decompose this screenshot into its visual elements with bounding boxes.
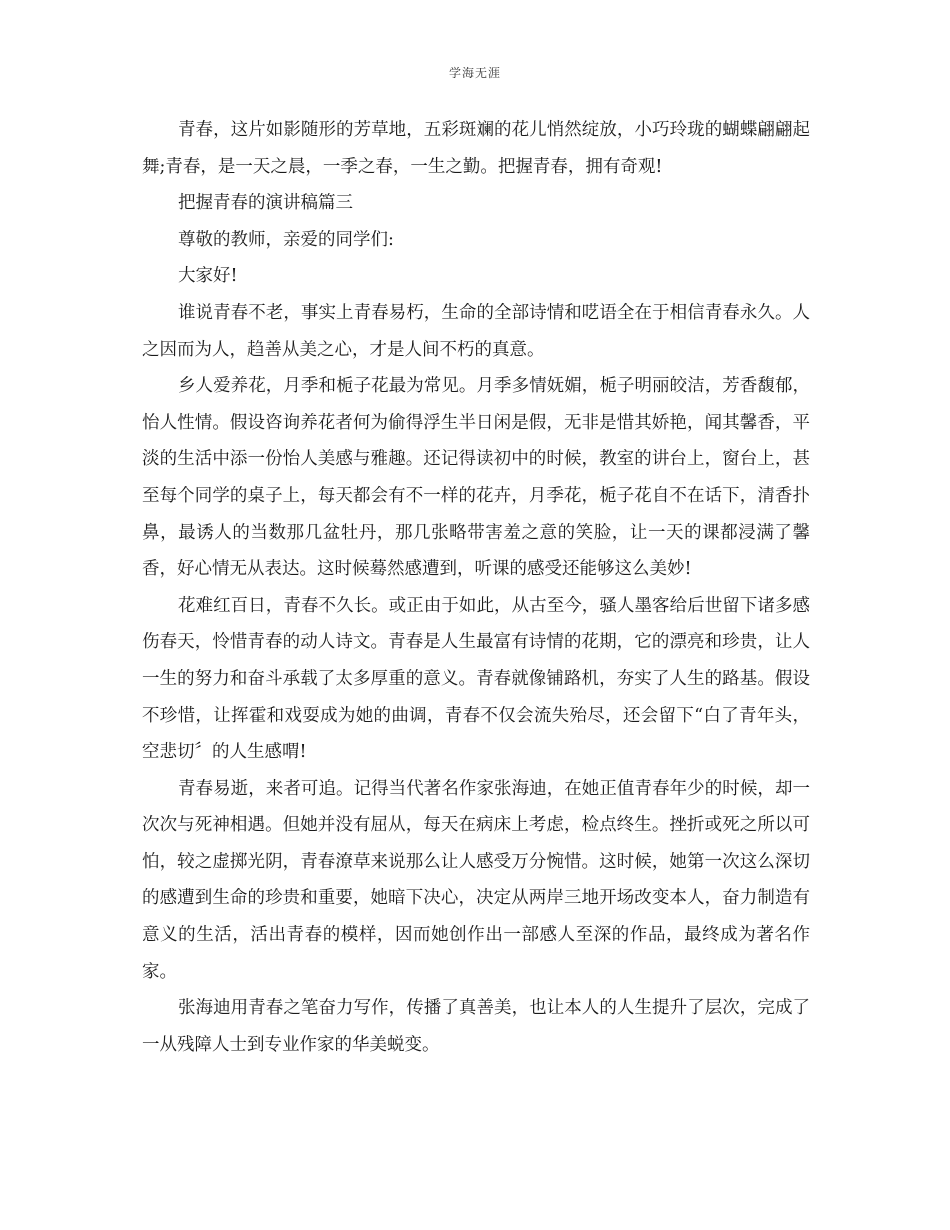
paragraph: 花难红百日，青春不久长。或正由于如此，从古至今，骚人墨客给后世留下诸多感伤春天，怜惜青春的动人诗文。青春是人生最富有诗情的花期，它的漂亮和珍贵，让人一生的努力和奋斗承载了太多厚重的意义。青春就像铺路机，夯实了人生的路基。假设不珍惜，让挥霍和戏耍成为她的曲调，青春不仅会流失殆尽，还会留下“白了青年头，空悲切〞的人生感喟! [142, 595, 810, 763]
section-title: 把握青春的演讲稿篇三 [178, 193, 353, 214]
document-body [142, 112, 810, 1063]
paragraph: 乡人爱养花，月季和栀子花最为常见。月季多情妩媚，栀子明丽皎洁，芳香馥郁，怡人性情。假设咨询养花者何为偷得浮生半日闲是假，无非是惜其娇艳，闻其馨香，平淡的生活中添一份怡人美感与雅趣。还记得读初中的时候，教室的讲台上，窗台上，甚至每个同学的桌子上，每天都会有不一样的花卉，月季花，栀子花自不在话下，清香扑鼻，最诱人的当数那几盆牡丹，那几张略带害羞之意的笑脸，让一天的课都浸满了馨香，好心情无从表达。这时候蓦然感遭到，听课的感受还能够这么美妙! [142, 376, 810, 580]
greeting: 大家好! [178, 266, 238, 287]
paragraph-intro: 青春，这片如影随形的芳草地，五彩斑斓的花儿悄然绽放，小巧玲珑的蝴蝶翩翩起舞;青春，是一天之晨，一季之春，一生之勤。把握青春，拥有奇观! [142, 120, 810, 177]
paragraph: 谁说青春不老，事实上青春易朽，生命的全部诗情和呓语全在于相信青春永久。人之因而为人，趋善从美之心，才是人间不朽的真意。 [142, 302, 810, 360]
paragraph: 青春易逝，来者可追。记得当代著名作家张海迪，在她正值青春年少的时候，却一次次与死神相遇。但她并没有屈从，每天在病床上考虑，检点终生。挫折或死之所以可怕，较之虚掷光阴，青春潦草来说那么让人感受万分惋惜。这时候，她第一次这么深切的感遭到生命的珍贵和重要，她暗下决心，决定从两岸三地开场改变本人，奋力制造有意义的生活，活出青春的模样，因而她创作出一部感人至深的作品，最终成为著名作家。 [142, 778, 810, 982]
salutation: 尊敬的教师，亲爱的同学们: [178, 229, 394, 250]
page-header: 学海无涯 [448, 66, 501, 80]
paragraph: 张海迪用青春之笔奋力写作，传播了真善美，也让本人的人生提升了层次，完成了一从残障人士到专业作家的华美蜕变。 [142, 998, 810, 1055]
